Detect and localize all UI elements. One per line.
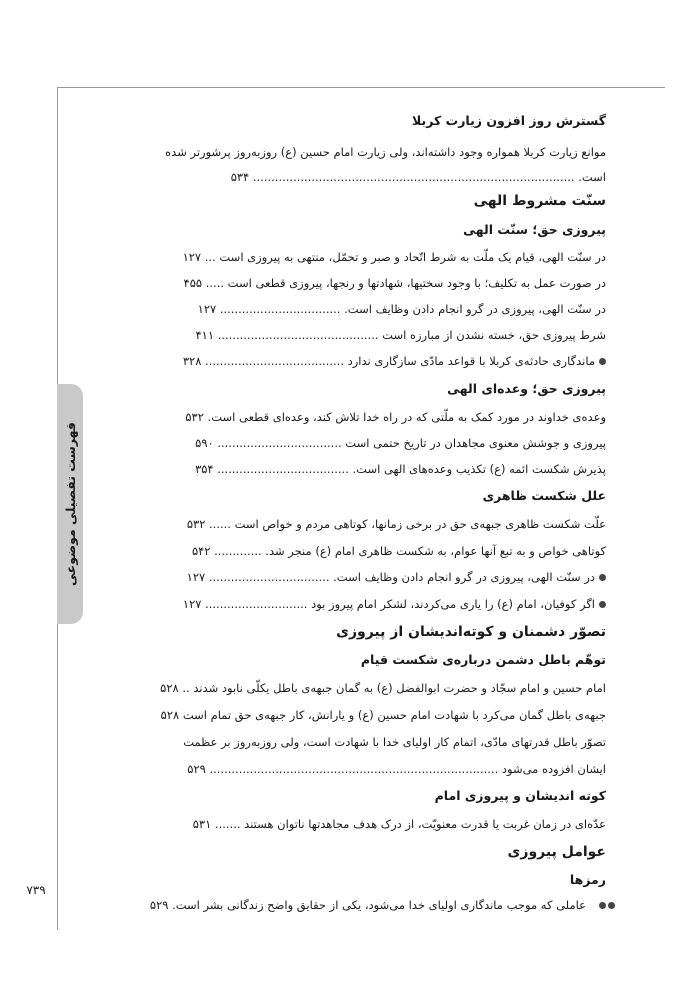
index-entry-bulleted [187,570,606,584]
index-entry-bulleted [183,354,606,368]
index-entry: تصوّر باطل قدرتهای مادّی، اتمام کار اولیای خدا با شهادت است، ولی روزبه‌روز بر عظمت [183,735,606,749]
index-entry: امام حسین و امام سجّاد و حضرت ابوالفضل (ع) به گمان جبهه‌ی باطل یکلّی نابود شدند .. ۵۲۸ [160,681,606,695]
index-entry-bulleted [183,597,606,611]
bullet-icon [599,574,606,581]
subsection-heading: گسترش روز افزون زیارت کربلا [412,113,606,128]
index-entry: عدّه‌ای در زمان غربت یا قدرت معنویّت، از درک هدف مجاهدتها ناتوان هستند ....... ۵۳۱ [192,817,606,831]
index-entry-text: ماندگاری حادثه‌ی کربلا با قواعد مادّی سازگاری ندارد ...................................... ۳۲۸ [182,354,595,368]
bullet-icon [599,358,606,365]
section-heading: سنّت مشروط الهی [473,193,606,209]
index-entry: کوتاهی خواص و به تبع آنها عوام، به شکست ظاهری امام (ع) منجر شد. ............. ۵۴۲ [191,544,606,558]
index-entry-text: در سنّت الهی، پیروزی در گرو انجام دادن وظایف است. ................................. ۱۲۷ [186,570,595,584]
subsection-heading: پیروزی حق؛ سنّت الهی [463,222,606,237]
index-entry: در سنّت الهی، پیروزی در گرو انجام دادن وظایف است. ................................. ۱۲۷ [197,302,606,316]
subsection-heading: رمزها [569,872,606,887]
index-entry: وعده‌ی خداوند در مورد کمک به ملّتی که در راه خدا تلاش کند، وعده‌ای قطعی است. ۵۳۲ [185,410,606,424]
index-entry: است. ........................................................................................ ۵۳۴ [230,170,606,184]
index-entry-bulleted [150,898,606,912]
bullet-icon [599,601,606,608]
subsection-heading: توهّم باطل دشمن درباره‌ی شکست قیام [360,652,606,667]
index-entry: شرط پیروزی حق، خسته نشدن از مبارزه است ............................................ ۴۱۱ [195,328,606,342]
section-heading: عوامل پیروزی [507,844,606,860]
page-number: ۷۳۹ [26,883,46,897]
index-entry: علّت شکست ظاهری جبهه‌ی حق در برخی زمانها، کوتاهی مردم و خواص است ...... ۵۳۲ [186,517,606,531]
index-entry: در سنّت الهی، قیام یک ملّت به شرط اتّحاد و صبر و تحمّل، منتهی به پیروزی است ... ۱۲۷ [182,250,606,264]
index-entry: در صورت عمل به تکلیف؛ با وجود سختیها، شهادتها و رنجها، پیروزی قطعی است ..... ۴۵۵ [183,276,606,290]
index-entry-text: اگر کوفیان، امام (ع) را یاری می‌کردند، لشکر امام پیروز بود ............................ ۱۲۷ [182,597,595,611]
index-entry: ایشان افزوده می‌شود ............................................................................... ۵۲۹ [187,762,606,776]
side-tab-title: فهرست تفصیلی موضوعی [62,422,78,586]
index-entry: جبهه‌ی باطل گمان می‌کرد با شهادت امام حسین (ع) و یارانش، کار جبهه‌ی حق تمام است ۵۲۸ [160,708,606,722]
subsection-heading: کوته اندیشان و پیروزی امام [434,788,606,803]
subsection-heading: پیروزی حق؛ وعده‌ای الهی [447,381,606,396]
section-heading: تصوّر دشمنان و کوته‌اندیشان از پیروزی [336,624,606,640]
double-bullet-icon [599,902,606,909]
page-frame-top-rule [57,87,665,88]
index-entry: موانع زیارت کربلا همواره وجود داشته‌اند، ولی زیارت امام حسین (ع) روزبه‌روز پرشورتر شده [165,145,606,159]
index-entry: پیروزی و جوشش معنوی مجاهدان در تاریخ حتمی است .................................. ۵۹۰ [195,436,606,450]
side-tab [57,384,83,624]
index-entry-text: عاملی که موجب ماندگاری اولیای خدا می‌شود، یکی از حقایق واضح زندگانی بشر است. ۵۲۹ [149,898,586,912]
index-entry: پذیرش شکست ائمه (ع) تکذیب وعده‌های الهی است. .................................... ۳۵۴ [195,462,606,476]
subsection-heading: علل شکست ظاهری [482,488,606,503]
